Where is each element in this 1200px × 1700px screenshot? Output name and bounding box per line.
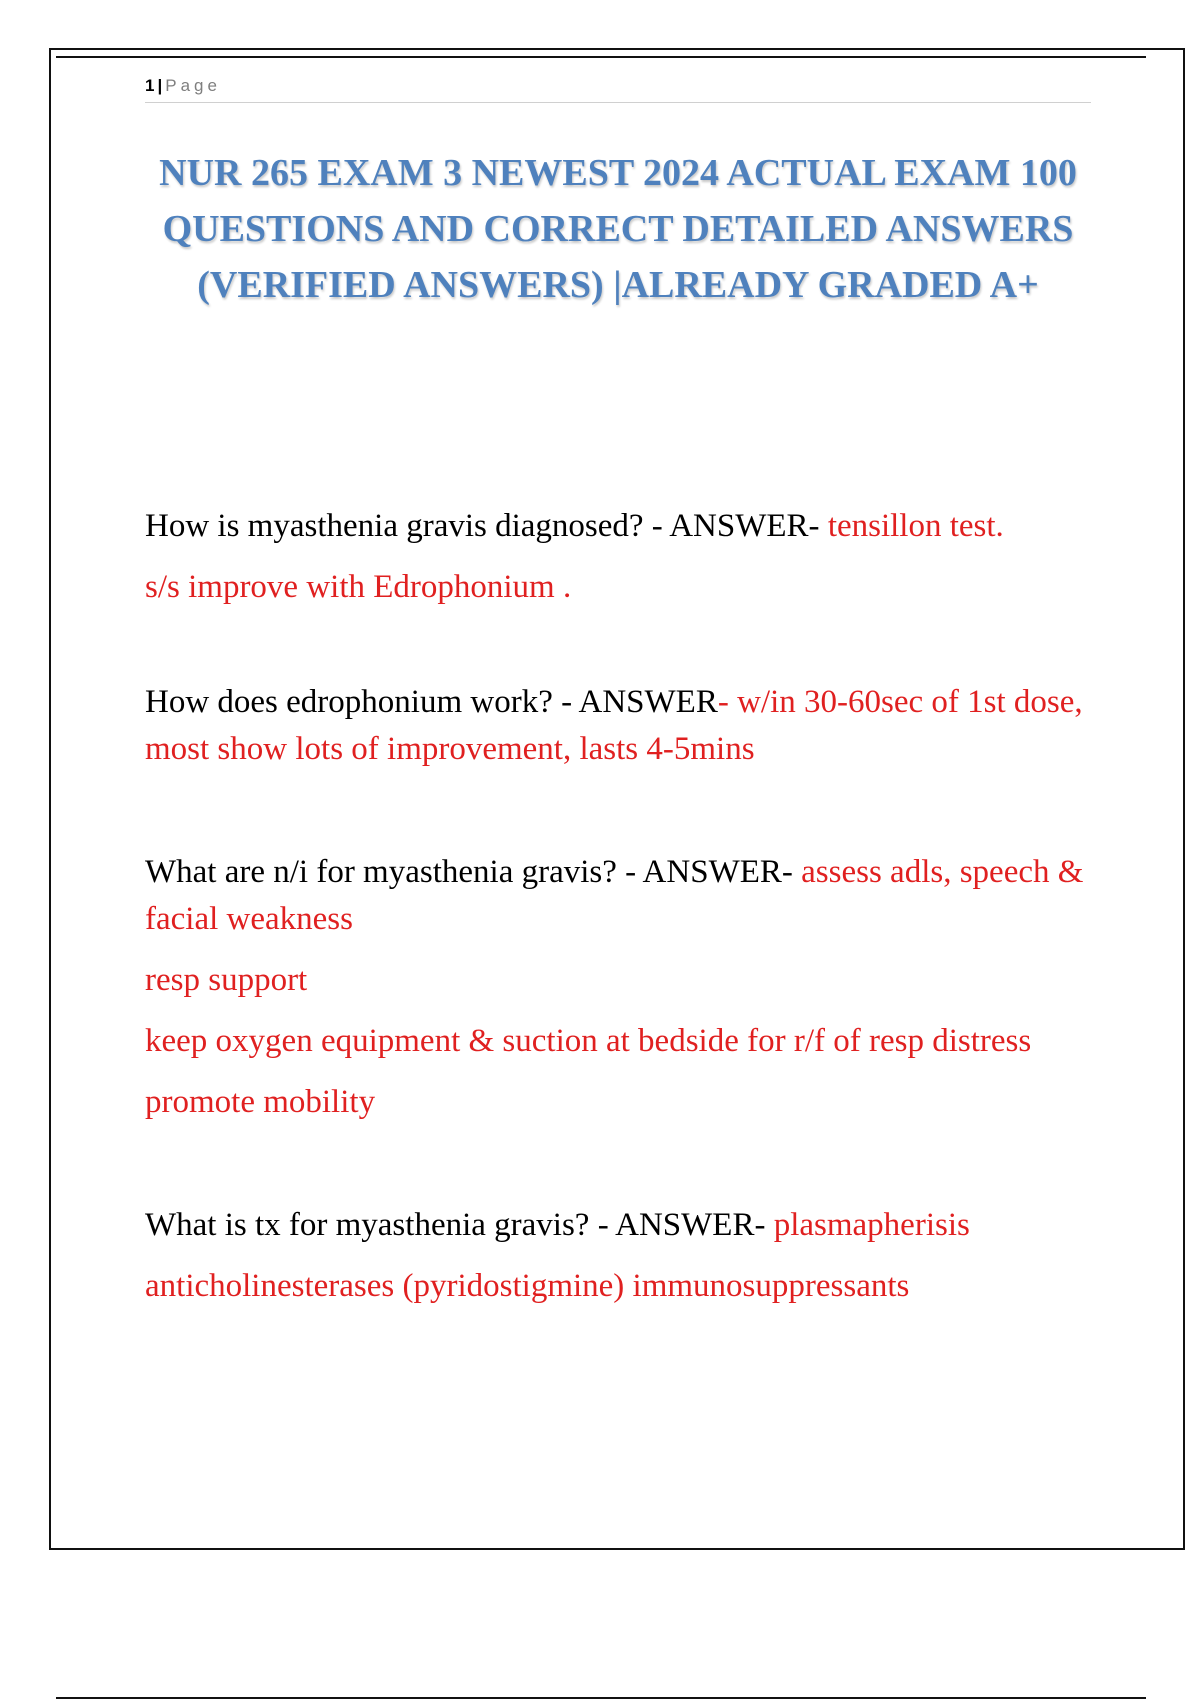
answer-text: - w/in 30-60sec of 1st dose, most show lots of improvement, lasts 4-5mins (145, 684, 1083, 767)
question-text: How does edrophonium work? - ANSWER (145, 684, 718, 720)
qa-line (145, 849, 1091, 943)
answer-line: resp support (145, 962, 308, 998)
qa-item-4 (145, 1202, 1091, 1310)
qa-item-3 (145, 849, 1091, 1126)
page-number: 1 (145, 76, 155, 95)
page-header (145, 74, 1091, 103)
question-text: What are n/i for myasthenia gravis? - ANSWER- (145, 854, 793, 890)
answer-text: assess adls, speech & facial weakness (145, 854, 1084, 937)
question-text: How is myasthenia gravis diagnosed? - ANSWER- (145, 508, 820, 544)
qa-line (145, 503, 1091, 550)
qa-item-2 (145, 679, 1091, 773)
answer-text: plasmapherisis (765, 1207, 970, 1243)
top-rule (56, 56, 1146, 58)
answer-line: anticholinesterases (pyridostigmine) immunosuppressants (145, 1268, 910, 1304)
bottom-rule (56, 1697, 1146, 1699)
qa-line (145, 1202, 1091, 1249)
question-text: What is tx for myasthenia gravis? - ANSWER- (145, 1207, 766, 1243)
page-separator: | (157, 76, 163, 95)
page-label: Page (165, 76, 221, 95)
answer-line: promote mobility (145, 1084, 376, 1120)
qa-list (145, 503, 1091, 1310)
qa-line (145, 679, 1091, 773)
answer-text: tensillon test. (819, 508, 1004, 544)
answer-line: keep oxygen equipment & suction at bedside for r/f of resp distress (145, 1023, 1032, 1059)
answer-line: s/s improve with Edrophonium . (145, 569, 572, 605)
document-title: NUR 265 EXAM 3 NEWEST 2024 ACTUAL EXAM 100 QUESTIONS AND CORRECT DETAILED ANSWERS (VERIFIED ANSWERS) |ALREADY GRADED A+ (159, 152, 1077, 306)
qa-item-1 (145, 503, 1091, 611)
